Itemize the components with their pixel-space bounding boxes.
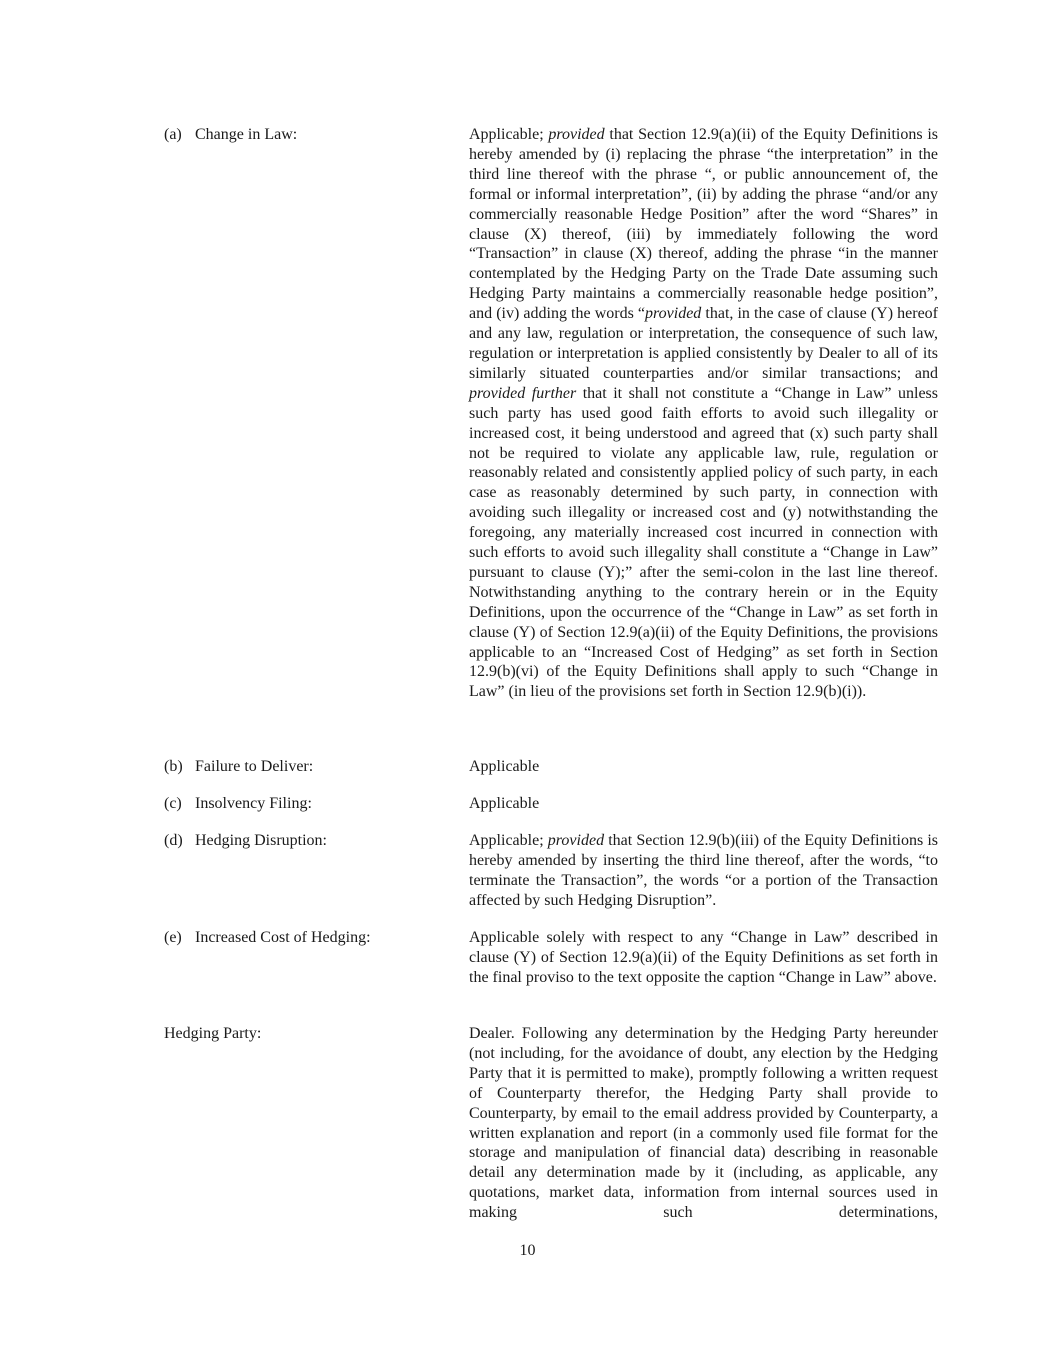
text-run: that Section 12.9(a)(ii) of the Equity Definitions is hereby amended by (i) replacing the phrase “the interpretation” in the third line thereof with the phrase “, or public announcement of, the formal or informal interpretation”, (ii) by adding the phrase “and/or any commercially reasonable Hedge Position” after the word “Shares” in clause (X) thereof, (iii) by immediately following the word “Transaction” in clause (X) thereof, adding the phrase “in the manner contemplated by the Hedging Party on the Trade Date assuming such Hedging Party maintains a commercially reasonable hedge position”, and (iv) adding the words “ — [469, 126, 938, 323]
section-label — [164, 757, 464, 777]
section-text: Applicable — [469, 795, 540, 812]
section-label — [164, 125, 464, 145]
section-number: (a) — [164, 126, 182, 143]
section-text: Applicable solely with respect to any “Change in Law” described in clause (Y) of Section 12.9(a)(ii) of the Equity Definitions as set forth in the final proviso to the text opposite the caption “Change in Law” above. — [469, 929, 938, 986]
section-label — [164, 928, 464, 948]
section-text: Dealer. Following any determination by the Hedging Party hereunder (not including, for the avoidance of doubt, any election by the Hedging Party that it is permitted to make), promptly following a written request of Counterparty therefor, the Hedging Party shall provide to Counterparty, by email to the email address provided by Counterparty, a written explanation and report (in a commonly used file format for the storage and manipulation of financial data) describing in reasonable detail any determination made by it (including, as applicable, any quotations, market data, information from internal sources used in making such determinations, — [469, 1025, 938, 1222]
section-number: (c) — [164, 795, 182, 812]
section-title: Hedging Disruption: — [195, 832, 327, 849]
section-title: Change in Law: — [195, 126, 298, 143]
section-title: Insolvency Filing: — [195, 795, 312, 812]
section-title: Hedging Party: — [164, 1025, 262, 1042]
text-run: that Section 12.9(b)(iii) of the Equity Definitions is hereby amended by inserting the third line thereof, after the words, “to terminate the Transaction”, the words “or a portion of the Transaction affected by such Hedging Disruption”. — [469, 832, 938, 909]
section-label — [164, 1024, 464, 1044]
text-run: that it shall not constitute a “Change in Law” unless such party has used good faith efforts to avoid such illegality or increased cost, it being understood and agreed that (x) such party shall not be required to violate any applicable law, rule, regulation or reasonably related and consistently applied policy of such party, in each case as reasonably determined by such party, in connection with avoiding such illegality or increased cost and (y) notwithstanding the foregoing, any materially increased cost incurred in connection with such efforts to avoid such illegality shall constitute a “Change in Law” pursuant to clause (Y);” after the semi-colon in the last line thereof. Notwithstanding anything to the contrary herein or in the Equity Definitions, upon the occurrence of the “Change in Law” as set forth in clause (Y) of Section 12.9(a)(ii) of the Equity Definitions, the provisions applicable to an “Increased Cost of Hedging” as set forth in Section 12.9(b)(vi) of the Equity Definitions shall apply to such “Change in Law” (in lieu of the provisions set forth in Section 12.9(b)(i)). — [469, 384, 939, 701]
italic-provided: provided — [547, 832, 605, 849]
section-number: (b) — [164, 758, 183, 775]
italic-provided-further: provided further — [469, 384, 577, 402]
page-number — [0, 1241, 1055, 1261]
section-text — [469, 831, 938, 911]
section-text: Applicable — [469, 758, 540, 775]
section-number: (e) — [164, 929, 182, 946]
italic-provided: provided — [548, 126, 605, 143]
section-text — [469, 125, 938, 702]
section-title: Increased Cost of Hedging: — [195, 929, 371, 946]
text-run: Applicable; — [469, 832, 548, 849]
section-label — [164, 794, 464, 814]
italic-provided: provided — [645, 305, 702, 323]
text-run: Applicable; — [469, 126, 549, 143]
section-number: (d) — [164, 832, 183, 849]
page-number-text: 10 — [519, 1242, 536, 1259]
section-title: Failure to Deliver: — [195, 758, 314, 775]
section-label — [164, 831, 464, 851]
text-run: that, in the case of clause (Y) hereof and any law, regulation or interpretation, the consequence of such law, regulation or interpretation is applied consistently by Dealer to all of its similarly situated counterparties and/or similar transactions; and — [469, 305, 938, 382]
